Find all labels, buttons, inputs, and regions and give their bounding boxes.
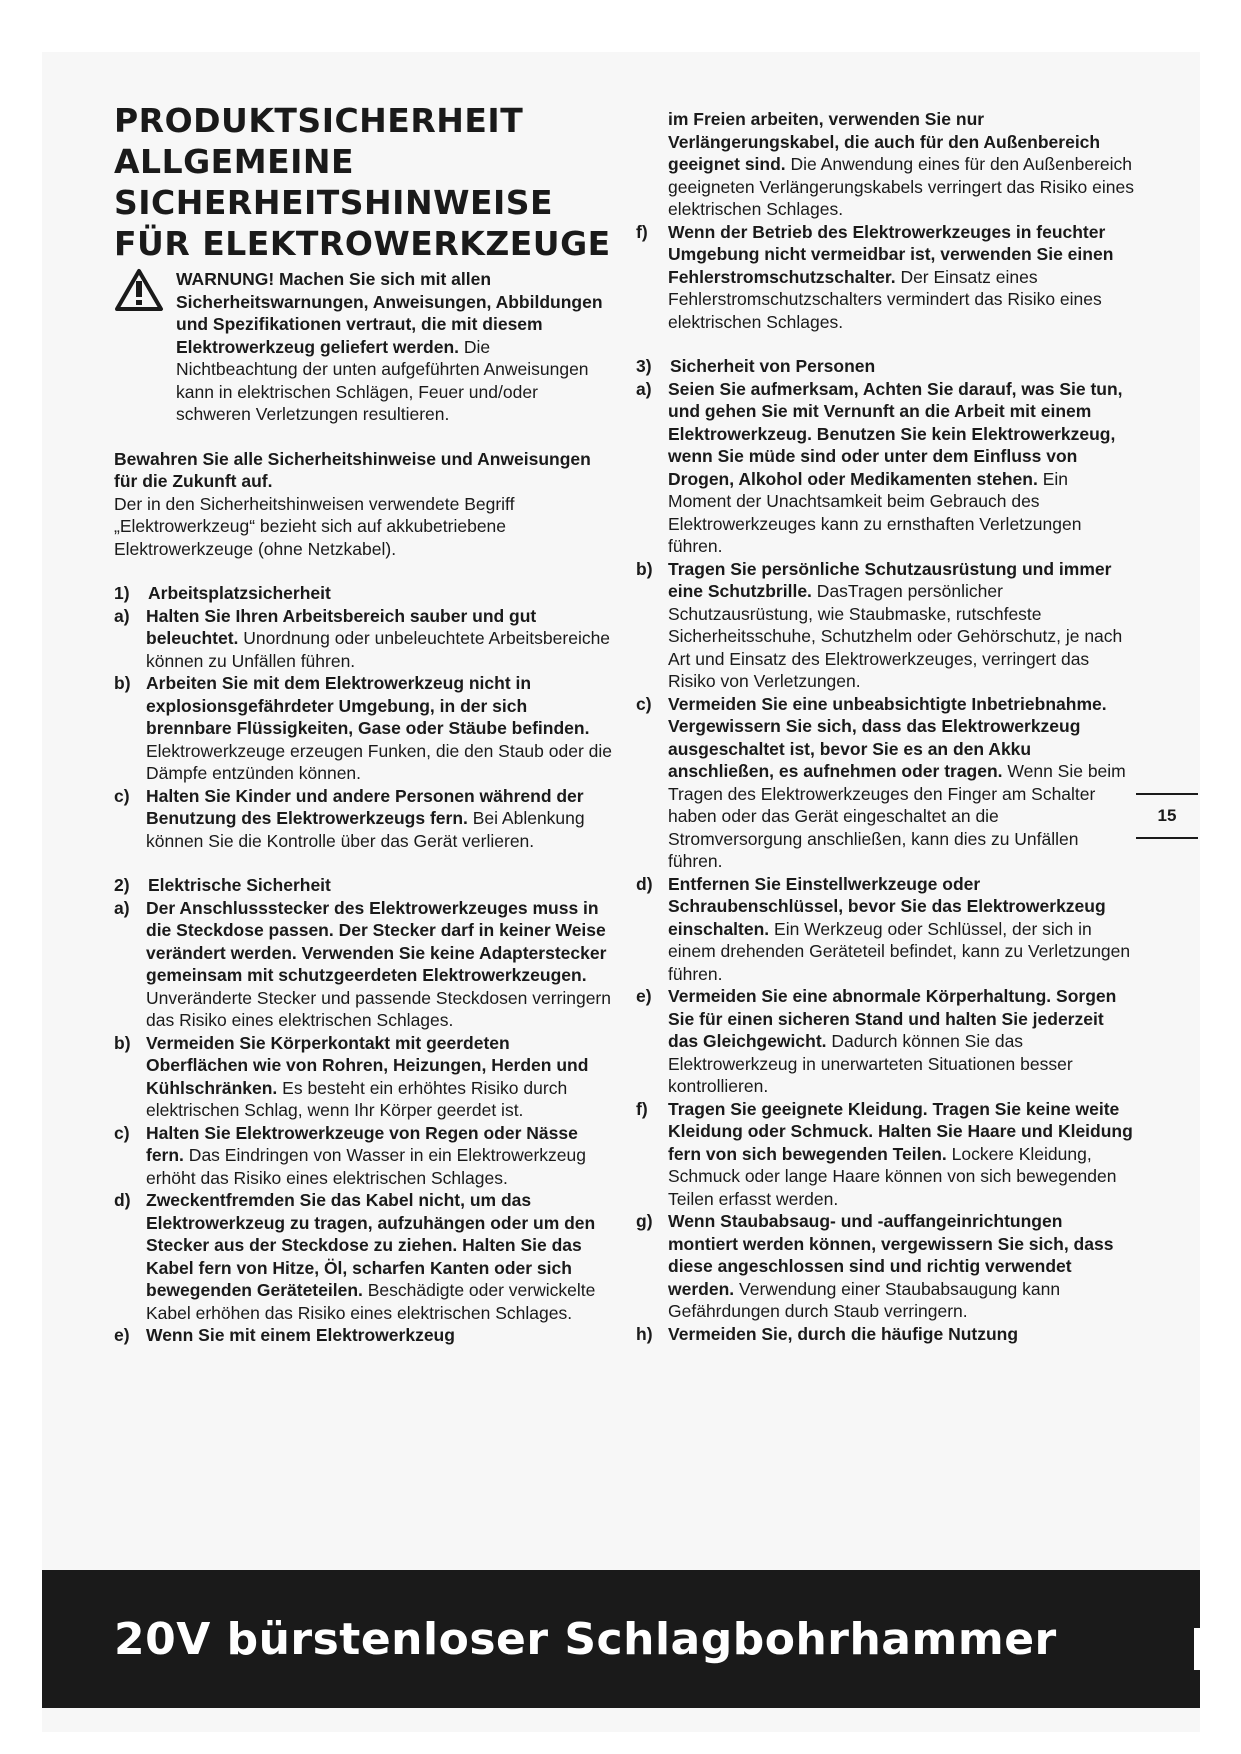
item-letter: a) bbox=[114, 605, 130, 626]
item-bold: Vermeiden Sie Körperkontakt mit geerdeten Oberflächen wie von Rohren, Heizungen, Herden und Kühlschränken. bbox=[146, 1032, 589, 1098]
item-bold: Tragen Sie persönliche Schutzausrüstung und immer eine Schutzbrille. bbox=[668, 558, 1112, 601]
item-text: Ein Werkzeug oder Schlüssel, der sich in einem drehenden Geräteteil befindet, kann zu Verletzungen führen. bbox=[668, 918, 1131, 984]
item-text: Die Anwendung eines für den Außenbereich geeigneten Verlängerungskabels verringert das Risiko eines elektrischen Schlages. bbox=[668, 154, 1134, 219]
item-letter: g) bbox=[636, 1211, 653, 1231]
warning-regular: Die Nichtbeachtung der unten aufgeführten Anweisungen kann in elektrischen Schlägen, Feuer und/oder schweren Verletzungen resultieren. bbox=[176, 336, 589, 424]
section-1 bbox=[114, 582, 614, 852]
section-title: Elektrische Sicherheit bbox=[148, 875, 331, 895]
footer-edge-mark bbox=[1194, 1628, 1200, 1670]
list-item bbox=[114, 897, 614, 1032]
item-text: Unveränderte Stecker und passende Steckdosen verringern das Risiko eines elektrischen Schlages. bbox=[146, 987, 611, 1030]
list-item bbox=[636, 1210, 1136, 1323]
title-line: ALLGEMEINE bbox=[114, 142, 355, 181]
item-letter: d) bbox=[636, 873, 653, 894]
item-bold: Vermeiden Sie eine abnormale Körperhaltung. Sorgen Sie für einen sicheren Stand und halten Sie jederzeit das Gleichgewicht. bbox=[668, 986, 1117, 1051]
warning-text bbox=[114, 268, 614, 426]
section-number: 2) bbox=[114, 875, 130, 895]
item-text: Ein Moment der Unachtsamkeit beim Gebrauch des Elektrowerkzeuges kann zu ernsthaften Verletzungen führen. bbox=[668, 468, 1082, 556]
item-letter: f) bbox=[636, 1098, 648, 1119]
section-number: 1) bbox=[114, 583, 130, 603]
item-letter: c) bbox=[114, 1122, 130, 1143]
item-bold: Entfernen Sie Einstellwerkzeuge oder Schraubenschlüssel, bevor Sie das Elektrowerkzeug einschalten. bbox=[668, 873, 1106, 939]
item-bold: Tragen Sie geeignete Kleidung. Tragen Sie keine weite Kleidung oder Schmuck. Halten Sie Haare und Kleidung fern von sich bewegenden Teilen. bbox=[668, 1098, 1133, 1164]
item-bold: Vermeiden Sie eine unbeabsichtigte Inbetriebnahme. Vergewissern Sie sich, dass das Elektrowerkzeug ausgeschaltet ist, bevor Sie es an den Akku anschließen, es aufnehmen oder tragen. bbox=[668, 693, 1107, 781]
item-letter: e) bbox=[114, 1325, 130, 1345]
item-letter: c) bbox=[114, 785, 130, 806]
item-letter: a) bbox=[636, 378, 652, 399]
warning-bold: WARNUNG! Machen Sie sich mit allen Sicherheitswarnungen, Anweisungen, Abbildungen und Spezifikationen vertraut, die mit diesem Elektrowerkzeug geliefert werden. bbox=[176, 269, 603, 357]
keep-text: Der in den Sicherheitshinweisen verwendete Begriff „Elektrowerkzeug“ bezieht sich auf akkubetriebene Elektrowerkzeuge (ohne Netzkabel). bbox=[114, 493, 515, 559]
item-text: Das Eindringen von Wasser in ein Elektrowerkzeug erhöht das Risiko eines elektrischen Schlages. bbox=[146, 1145, 586, 1188]
list-item bbox=[114, 1189, 614, 1324]
section-3 bbox=[636, 355, 1136, 1345]
item-bold: Halten Sie Ihren Arbeitsbereich sauber und gut beleuchtet. bbox=[146, 605, 537, 648]
warning-block bbox=[114, 268, 614, 426]
item-letter: b) bbox=[636, 558, 653, 579]
footer-title: 20V bürstenloser Schlagbohrhammer bbox=[114, 1614, 1057, 1665]
item-bold: Vermeiden Sie, durch die häufige Nutzung bbox=[668, 1323, 1019, 1344]
item-bold: Arbeiten Sie mit dem Elektrowerkzeug nicht in explosionsgefährdeter Umgebung, in der sich brennbare Flüssigkeiten, Gase oder Stäube befinden. bbox=[146, 673, 590, 738]
item-text: Wenn Sie beim Tragen des Elektrowerkzeuges den Finger am Schalter haben oder das Gerät eingeschaltet an die Stromversorgung anschließen, kann dies zu Unfällen führen. bbox=[668, 761, 1126, 871]
page-number: 15 bbox=[1136, 793, 1198, 839]
item-text: DasTragen persönlicher Schutzausrüstung, wie Staubmaske, rutschfeste Sicherheitsschuhe, Schutzhelm oder Gehörschutz, je nach Art und Einsatz des Elektrowerkzeuges, verringert das Risiko von Verletzungen. bbox=[668, 581, 1123, 691]
item-bold: Zweckentfremden Sie das Kabel nicht, um das Elektrowerkzeug zu tragen, aufzuhängen oder um den Stecker aus der Steckdose zu ziehen. Halten Sie das Kabel fern von Hitze, Öl, scharfen Kanten oder sich bewegenden Geräteteilen. bbox=[146, 1190, 596, 1300]
list-item bbox=[636, 873, 1136, 986]
item-bold: im Freien arbeiten, verwenden Sie nur Verlängerungskabel, die auch für den Außenbereich geeignet sind. bbox=[668, 109, 1101, 174]
item-text: Es besteht ein erhöhtes Risiko durch elektrischen Schlag, wenn Ihr Körper geerdet ist. bbox=[146, 1077, 568, 1120]
warning-triangle-icon bbox=[114, 268, 164, 312]
item-bold: Halten Sie Kinder und andere Personen während der Benutzung des Elektrowerkzeugs fern. bbox=[146, 785, 584, 828]
section-number: 3) bbox=[636, 356, 652, 376]
item-text: Bei Ablenkung können Sie die Kontrolle über das Gerät verlieren. bbox=[146, 808, 585, 851]
item-bold: Wenn Sie mit einem Elektrowerkzeug bbox=[146, 1325, 455, 1345]
item-text: Verwendung einer Staubabsaugung kann Gefährdungen durch Staub verringern. bbox=[668, 1278, 1061, 1321]
keep-instructions bbox=[114, 448, 614, 561]
list-item bbox=[114, 672, 614, 785]
item-letter: d) bbox=[114, 1190, 131, 1210]
item-letter: c) bbox=[636, 693, 652, 714]
item-bold: Wenn der Betrieb des Elektrowerkzeuges in feuchter Umgebung nicht vermeidbar ist, verwenden Sie einen Fehlerstromschutzschalter. bbox=[668, 221, 1114, 287]
list-item bbox=[114, 1324, 614, 1347]
item-text: Der Einsatz eines Fehlerstromschutzschalters vermindert das Risiko eines elektrischen Schlages. bbox=[668, 266, 1102, 332]
section-title: Sicherheit von Personen bbox=[670, 356, 876, 376]
section-2 bbox=[114, 874, 614, 1347]
list-item bbox=[636, 693, 1136, 873]
list-item bbox=[114, 605, 614, 673]
item-letter: h) bbox=[636, 1323, 653, 1344]
keep-heading: Bewahren Sie alle Sicherheitshinweise und Anweisungen für die Zukunft auf. bbox=[114, 448, 591, 491]
list-item bbox=[636, 558, 1136, 693]
list-item bbox=[636, 108, 1136, 221]
page-title bbox=[114, 100, 614, 264]
footer-banner bbox=[42, 1570, 1200, 1708]
item-letter: b) bbox=[114, 673, 131, 693]
list-item bbox=[114, 1122, 614, 1190]
item-letter: a) bbox=[114, 897, 130, 918]
section-heading bbox=[114, 874, 614, 897]
section-2-continued bbox=[636, 108, 1136, 333]
item-text: Dadurch können Sie das Elektrowerkzeug in unerwarteten Situationen besser kontrollieren. bbox=[668, 1031, 1073, 1096]
section-heading bbox=[636, 355, 1136, 378]
item-letter: b) bbox=[114, 1032, 131, 1053]
list-item bbox=[636, 221, 1136, 334]
title-line: PRODUKTSICHERHEIT bbox=[114, 101, 524, 140]
section-title: Arbeitsplatzsicherheit bbox=[148, 583, 331, 603]
list-item bbox=[114, 1032, 614, 1122]
list-item bbox=[114, 785, 614, 853]
list-item bbox=[636, 985, 1136, 1098]
item-text: Unordnung oder unbeleuchtete Arbeitsbereiche können zu Unfällen führen. bbox=[146, 628, 611, 671]
item-bold: Wenn Staubabsaug- und -auffangeinrichtungen montiert werden können, vergewissern Sie sich, dass diese angeschlossen sind und richtig verwendet werden. bbox=[668, 1211, 1114, 1299]
right-column bbox=[636, 108, 1136, 1345]
item-letter bbox=[636, 108, 668, 221]
item-letter: e) bbox=[636, 986, 652, 1006]
item-text: Beschädigte oder verwickelte Kabel erhöhen das Risiko eines elektrischen Schlages. bbox=[146, 1280, 596, 1323]
title-line: SICHERHEITSHINWEISE bbox=[114, 183, 554, 222]
item-text: Elektrowerkzeuge erzeugen Funken, die den Staub oder die Dämpfe entzünden können. bbox=[146, 740, 612, 783]
left-column bbox=[114, 100, 614, 1347]
item-bold: Halten Sie Elektrowerkzeuge von Regen oder Nässe fern. bbox=[146, 1122, 578, 1165]
list-item bbox=[636, 1323, 1136, 1346]
item-text: Lockere Kleidung, Schmuck oder lange Haare können von sich bewegenden Teilen erfasst werden. bbox=[668, 1143, 1117, 1209]
item-bold: Seien Sie aufmerksam, Achten Sie darauf, was Sie tun, und gehen Sie mit Vernunft an die Arbeit mit einem Elektrowerkzeug. Benutzen Sie kein Elektrowerkzeug, wenn Sie müde sind oder unter dem Einfluss von Drogen, Alkohol oder Medikamenten stehen. bbox=[668, 378, 1123, 489]
title-line: FÜR ELEKTROWERKZEUGE bbox=[114, 224, 611, 263]
item-bold: Der Anschlussstecker des Elektrowerkzeuges muss in die Steckdose passen. Der Stecker darf in keiner Weise verändert werden. Verwenden Sie keine Adapterstecker gemeinsam mit schutzgeerdeten Elektrowerkzeugen. bbox=[146, 897, 607, 985]
section-heading bbox=[114, 582, 614, 605]
item-letter: f) bbox=[636, 221, 648, 242]
list-item bbox=[636, 1098, 1136, 1211]
list-item bbox=[636, 378, 1136, 558]
